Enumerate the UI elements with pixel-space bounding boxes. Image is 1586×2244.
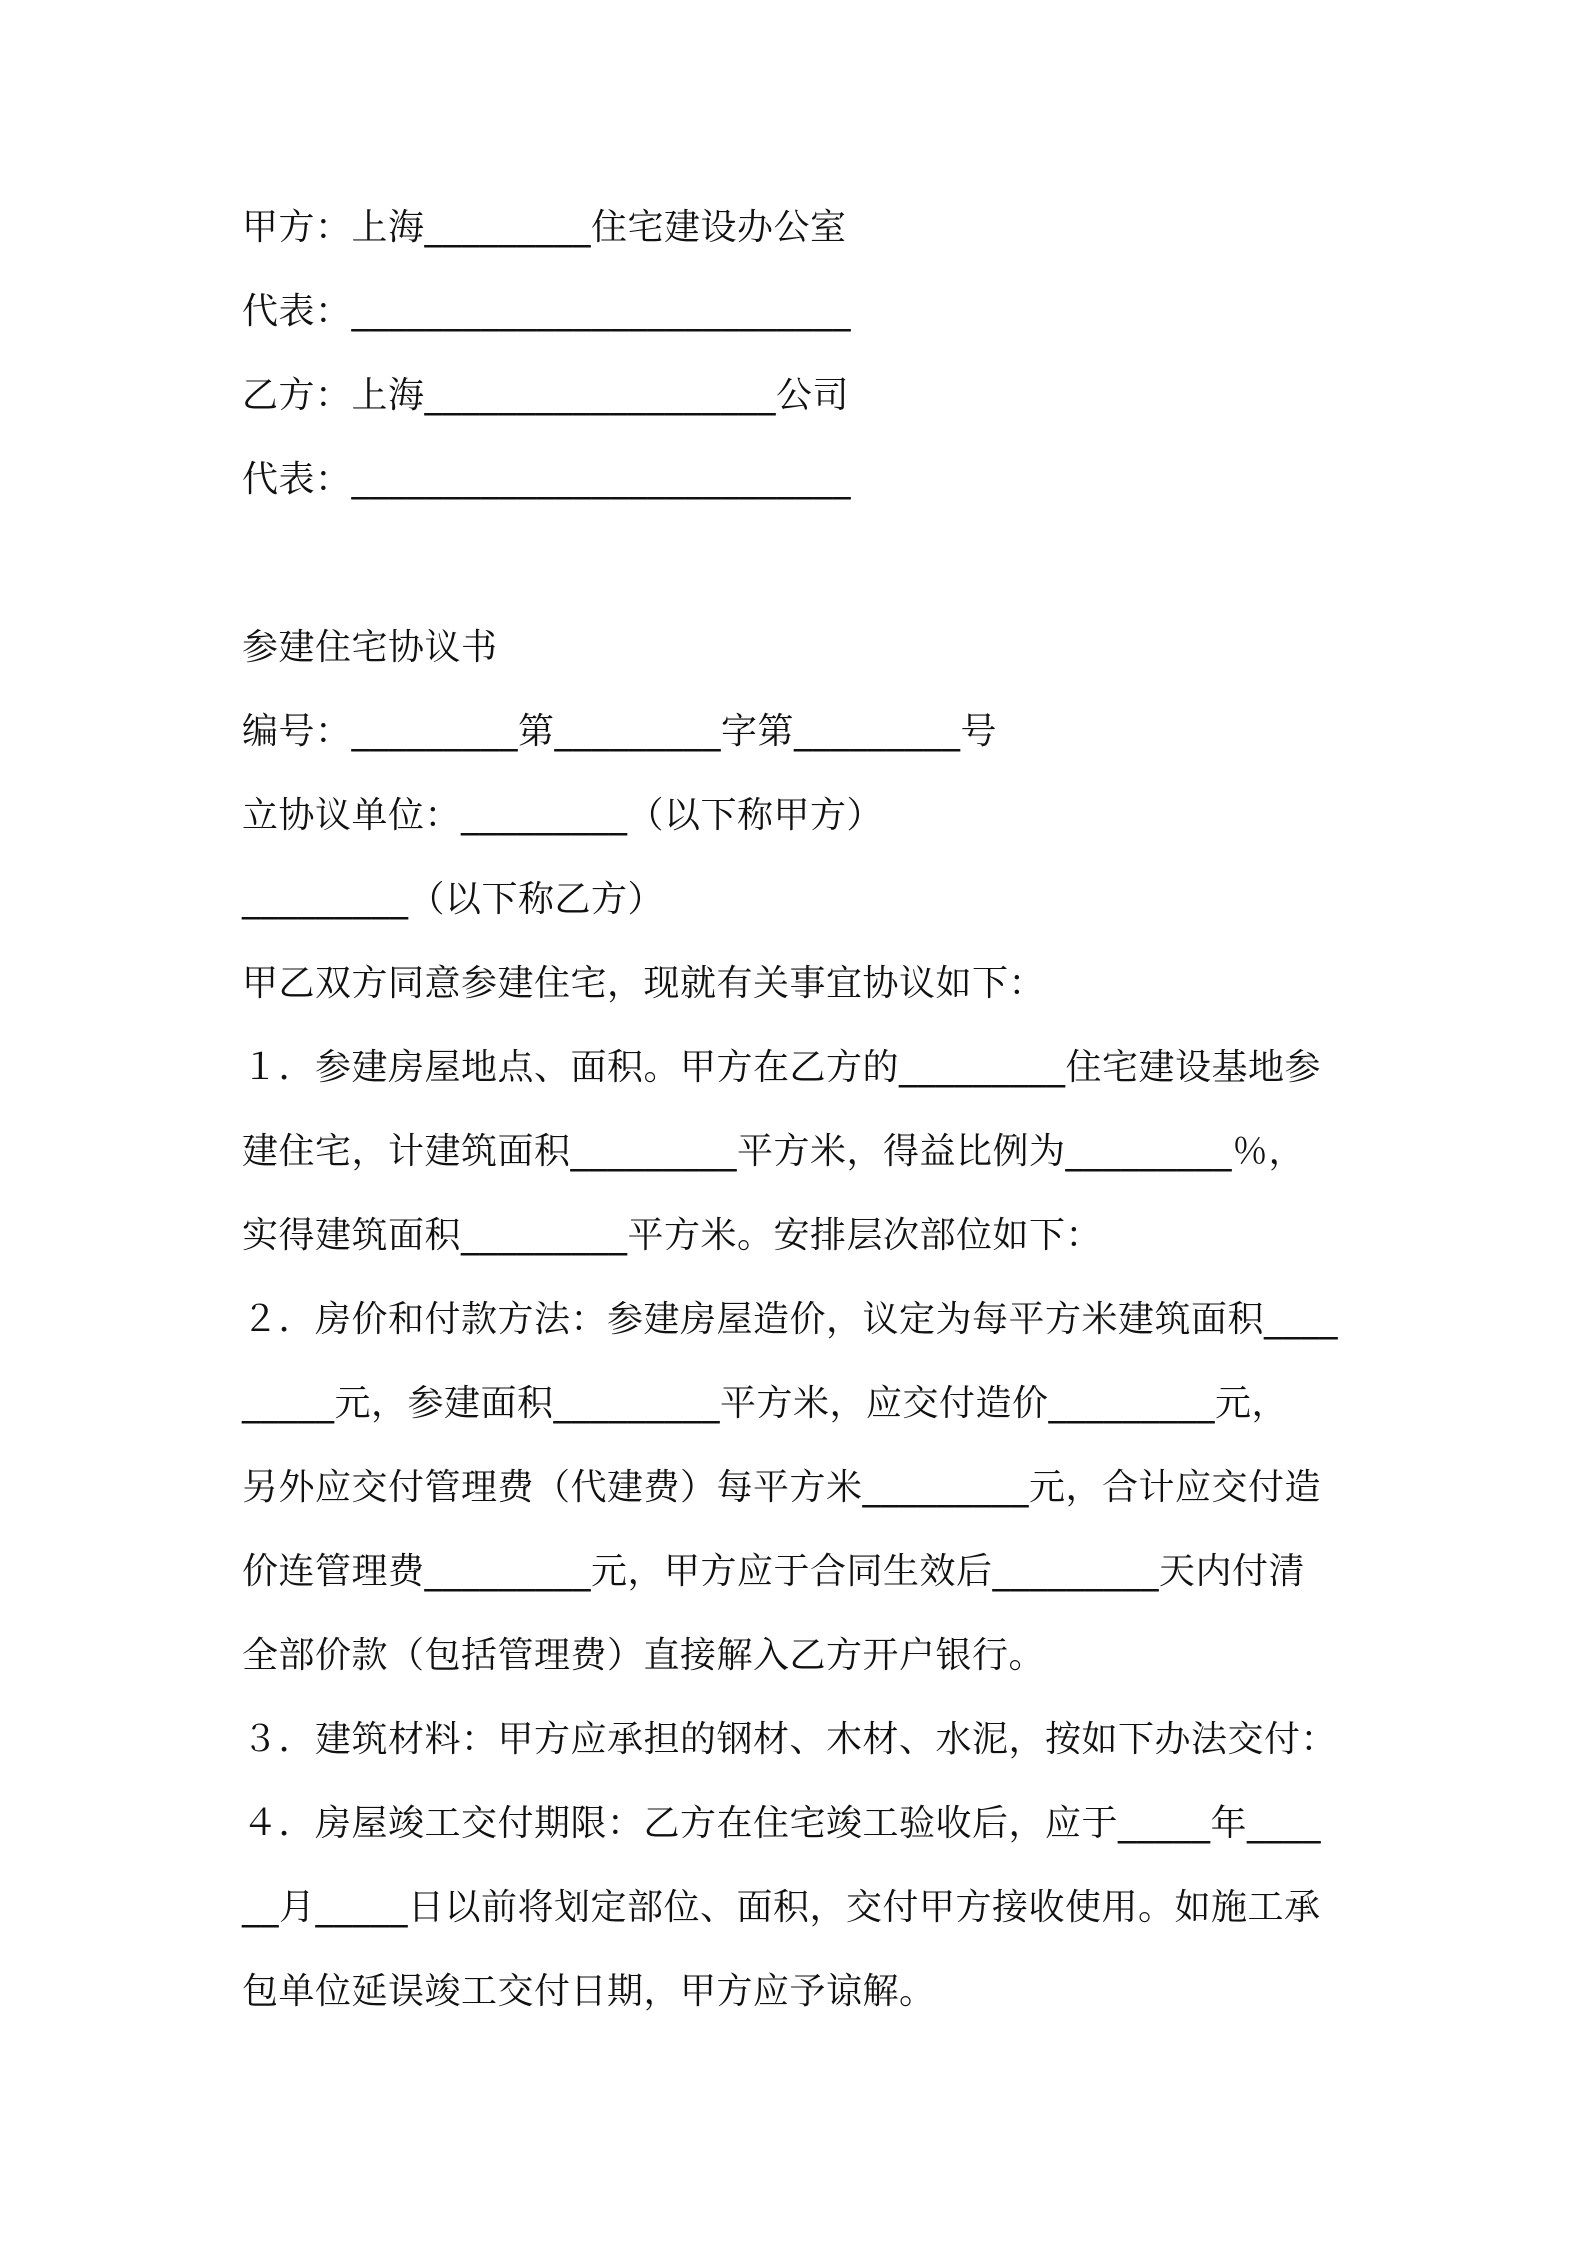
clause-line: ３．建筑材料：甲方应承担的钢材、木材、水泥，按如下办法交付：: [242, 1719, 1338, 1760]
signing-unit-line: 立协议单位：_________（以下称甲方）: [242, 795, 884, 836]
clause-line: ２．房价和付款方法：参建房屋造价，议定为每平方米建筑面积____: [242, 1299, 1339, 1340]
party-b-line: 乙方：上海___________________公司: [242, 375, 850, 416]
document-title: 参建住宅协议书: [242, 627, 498, 668]
clause-line: __月_____日以前将划定部位、面积，交付甲方接收使用。如施工承: [242, 1887, 1321, 1928]
party-b-designation-line: _________（以下称乙方）: [242, 879, 665, 920]
clause-line: １．参建房屋地点、面积。甲方在乙方的_________住宅建设基地参: [242, 1047, 1322, 1088]
number-line: 编号：_________第_________字第_________号: [242, 711, 998, 752]
clause-line: 全部价款（包括管理费）直接解入乙方开户银行。: [242, 1635, 1046, 1676]
party-a-line: 甲方：上海_________住宅建设办公室: [242, 207, 847, 248]
clause-line: 包单位延误竣工交付日期，甲方应予谅解。: [242, 1971, 936, 2012]
representative-b-line: 代表：___________________________: [242, 459, 852, 500]
clause-line: _____元，参建面积_________平方米，应交付造价_________元，: [242, 1383, 1289, 1424]
clause-line: 实得建筑面积_________平方米。安排层次部位如下：: [242, 1215, 1103, 1256]
intro-line: 甲乙双方同意参建住宅，现就有关事宜协议如下：: [242, 963, 1046, 1004]
clause-line: 建住宅，计建筑面积_________平方米，得益比例为_________％，: [242, 1131, 1306, 1172]
clause-line: 价连管理费_________元，甲方应于合同生效后_________天内付清: [242, 1551, 1306, 1592]
clause-line: ４．房屋竣工交付期限：乙方在住宅竣工验收后，应于_____年____: [242, 1803, 1322, 1844]
representative-a-line: 代表：___________________________: [242, 291, 852, 332]
clause-line: 另外应交付管理费（代建费）每平方米_________元，合计应交付造: [242, 1467, 1322, 1508]
